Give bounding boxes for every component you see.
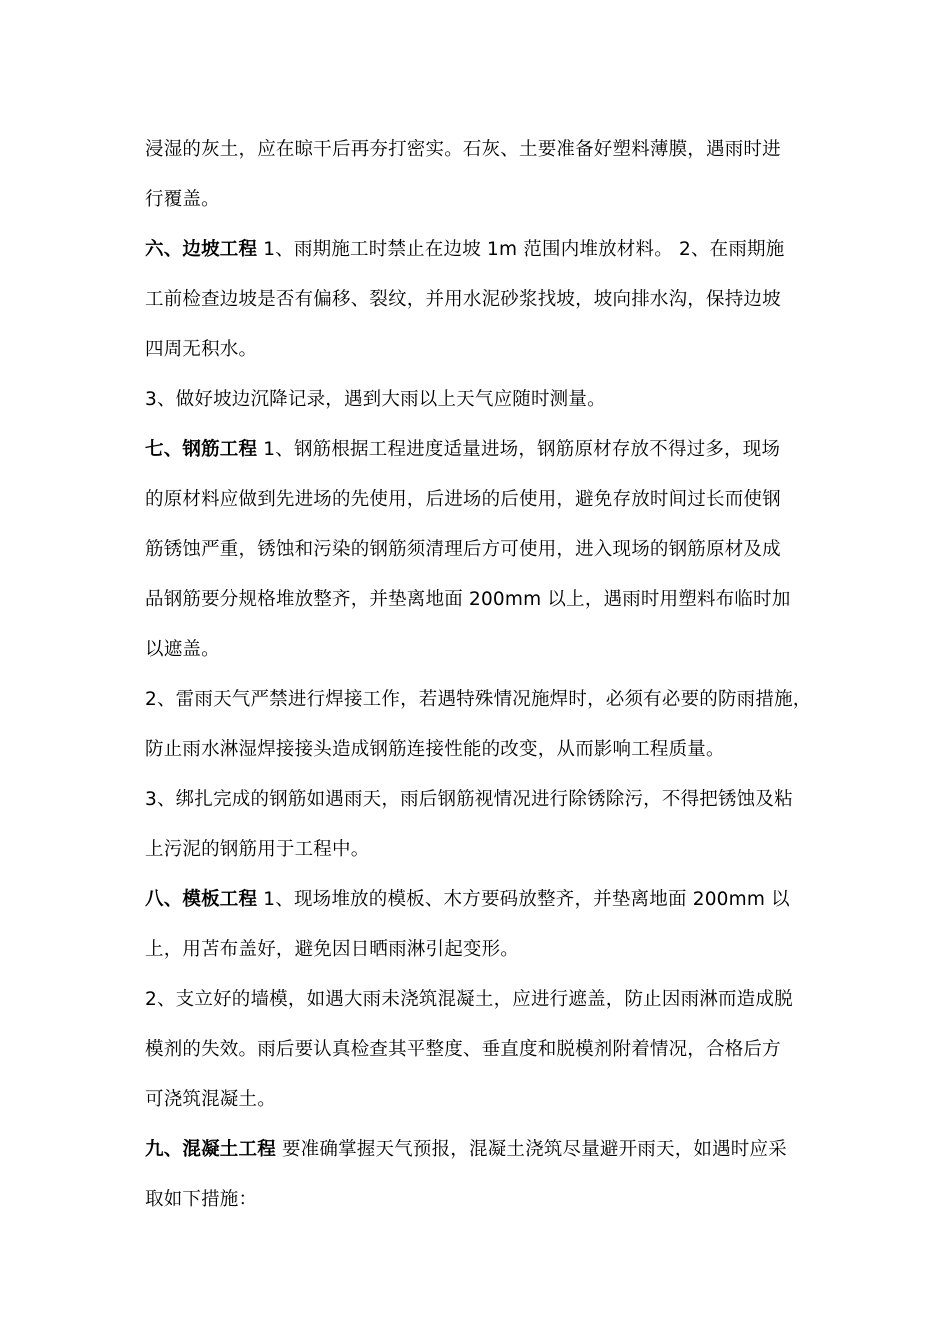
paragraph-line: 筋锈蚀严重，锈蚀和污染的钢筋须清理后方可使用，进入现场的钢筋原材及成	[145, 539, 781, 560]
section-text: 1、现场堆放的模板、木方要码放整齐，并垫离地面 200mm 以	[257, 889, 790, 910]
paragraph-line: 2、雷雨天气严禁进行焊接工作，若遇特殊情况施焊时，必须有必要的防雨措施，	[145, 689, 812, 710]
paragraph-line: 模剂的失效。雨后要认真检查其平整度、垂直度和脱模剂附着情况，合格后方	[145, 1039, 781, 1060]
section-heading-rebar: 七、钢筋工程	[145, 439, 258, 460]
section-heading-concrete: 九、混凝土工程	[145, 1139, 276, 1160]
paragraph-line: 品钢筋要分规格堆放整齐，并垫离地面 200mm 以上，遇雨时用塑料布临时加	[145, 589, 791, 610]
paragraph-line: 3、绑扎完成的钢筋如遇雨天，雨后钢筋视情况进行除锈除污，不得把锈蚀及粘	[145, 789, 793, 810]
paragraph-line: 四周无积水。	[145, 339, 258, 360]
paragraph-line: 3、做好坡边沉降记录，遇到大雨以上天气应随时测量。	[145, 389, 606, 410]
paragraph-line: 上，用苫布盖好，避免因日晒雨淋引起变形。	[145, 939, 520, 960]
section-heading-slope: 六、边坡工程	[145, 239, 258, 260]
paragraph-line: 以遮盖。	[145, 639, 220, 660]
section-heading-formwork: 八、模板工程	[145, 889, 258, 910]
section-nine-line	[145, 1137, 787, 1163]
paragraph-line: 防止雨水淋湿焊接接头造成钢筋连接性能的改变，从而影响工程质量。	[145, 739, 725, 760]
paragraph-line: 可浇筑混凝土。	[145, 1089, 276, 1110]
paragraph-line: 上污泥的钢筋用于工程中。	[145, 839, 370, 860]
paragraph-line: 取如下措施：	[145, 1189, 258, 1210]
paragraph-line: 的原材料应做到先进场的先使用，后进场的后使用，避免存放时间过长而使钢	[145, 489, 781, 510]
section-text: 1、雨期施工时禁止在边坡 1m 范围内堆放材料。 2、在雨期施	[257, 239, 785, 260]
paragraph-line: 浸湿的灰土，应在晾干后再夯打密实。石灰、土要准备好塑料薄膜，遇雨时进	[145, 139, 781, 160]
paragraph-line: 工前检查边坡是否有偏移、裂纹，并用水泥砂浆找坡，坡向排水沟，保持边坡	[145, 289, 781, 310]
section-eight-line	[145, 887, 790, 913]
section-text: 要准确掌握天气预报，混凝土浇筑尽量避开雨天，如遇时应采	[275, 1139, 787, 1160]
paragraph-line: 行覆盖。	[145, 189, 220, 210]
section-text: 1、钢筋根据工程进度适量进场，钢筋原材存放不得过多，现场	[257, 439, 781, 460]
paragraph-line: 2、支立好的墙模，如遇大雨未浇筑混凝土，应进行遮盖，防止因雨淋而造成脱	[145, 989, 793, 1010]
section-six-line	[145, 237, 784, 263]
section-seven-line	[145, 437, 780, 463]
